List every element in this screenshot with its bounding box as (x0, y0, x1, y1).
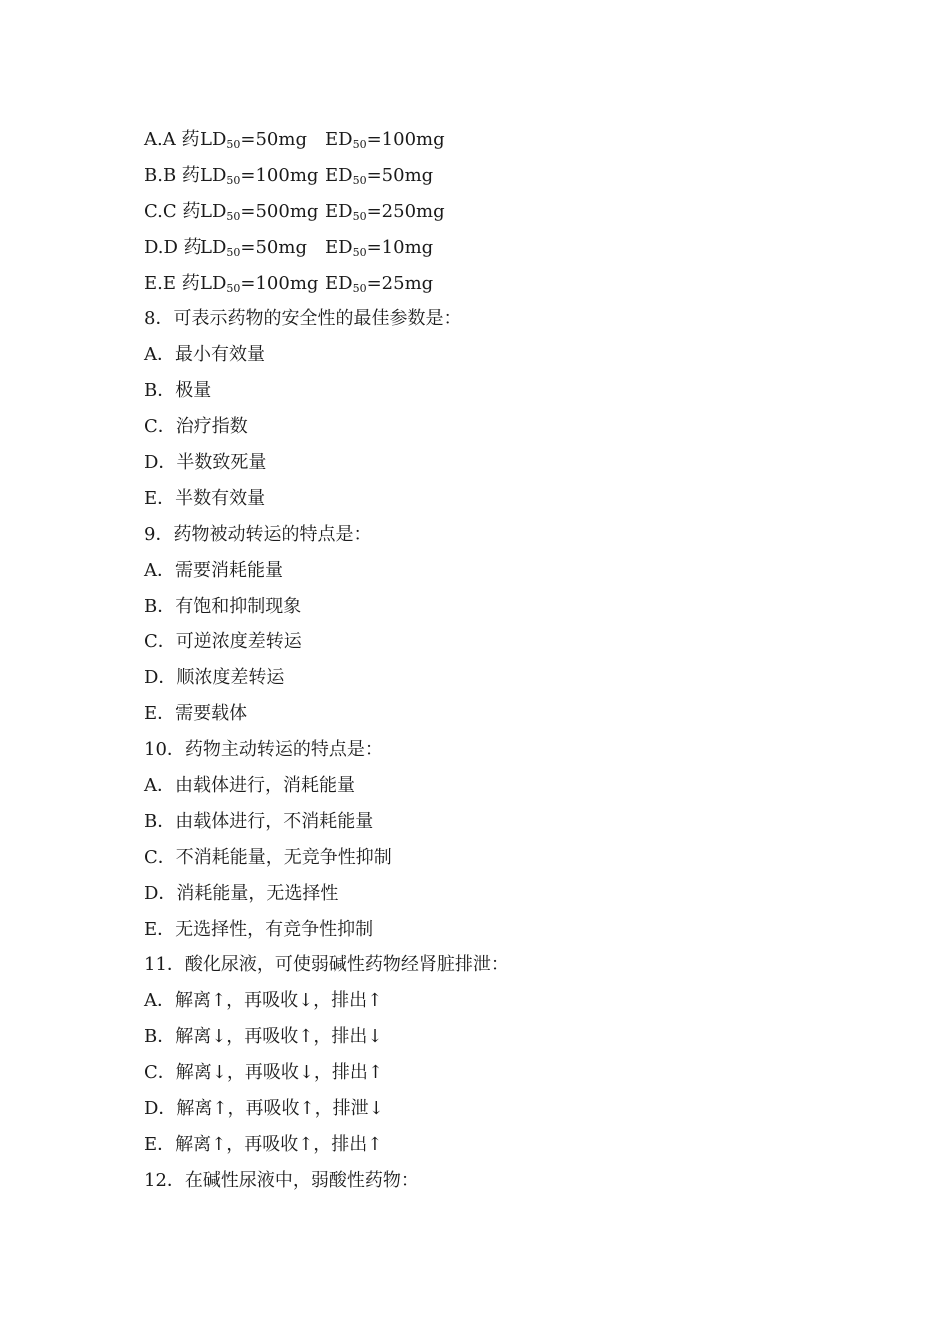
answer-option: E．解离↑，再吸收↑，排出↑ (144, 1133, 383, 1155)
ed50-value: $ED_{50}=50mg$ (325, 164, 434, 187)
answer-option: D．半数致死量 (144, 452, 267, 474)
ld50-value: $LD_{50}=100mg$ (200, 272, 319, 295)
drug-option-label: B.B 药 (144, 164, 200, 186)
question-9 (144, 517, 509, 732)
answer-option: B．由载体进行，不消耗能量 (144, 810, 374, 832)
answer-option: A．需要消耗能量 (144, 559, 283, 581)
answer-option: A．最小有效量 (144, 344, 265, 366)
drug-option-label: E.E 药 (144, 272, 200, 294)
question-stem: 8．可表示药物的安全性的最佳参数是： (144, 308, 462, 330)
answer-option: E．半数有效量 (144, 487, 266, 509)
answer-option: C．解离↓，再吸收↓，排出↑ (144, 1062, 384, 1084)
answer-option: D．顺浓度差转运 (144, 667, 285, 689)
drug-option (144, 122, 509, 158)
ld50-value: $LD_{50}=50mg$ (200, 129, 307, 151)
question-10 (144, 732, 509, 947)
ed50-value: $ED_{50}=250mg$ (325, 200, 445, 223)
answer-option: E．无选择性，有竞争性抑制 (144, 918, 374, 940)
drug-option-label: A.A 药 (144, 129, 200, 150)
question-12 (144, 1163, 509, 1199)
drug-option (144, 158, 509, 194)
drug-option-label: C.C 药 (144, 200, 201, 222)
question-content (144, 122, 509, 1199)
question-stem: 9．药物被动转运的特点是： (144, 523, 372, 545)
drug-option (144, 230, 509, 266)
question-8 (144, 301, 509, 516)
question-stem: 10．药物主动转运的特点是： (144, 739, 383, 761)
ed50-value: $ED_{50}=25mg$ (325, 272, 434, 295)
answer-option: D．解离↑，再吸收↑，排泄↓ (144, 1098, 384, 1120)
ed50-value: $ED_{50}=10mg$ (325, 236, 434, 259)
answer-option: A．解离↑，再吸收↓，排出↑ (144, 990, 383, 1012)
drug-option (144, 266, 509, 302)
ld50-value: $LD_{50}=500mg$ (200, 200, 319, 223)
answer-option: E．需要载体 (144, 703, 248, 725)
ld50-value: $LD_{50}=50mg$ (200, 236, 307, 259)
drug-option-label: D.D 药 (144, 236, 202, 258)
question-11 (144, 947, 509, 1162)
drug-options (144, 122, 509, 301)
ed50-value: $ED_{50}=100mg$ (325, 129, 445, 151)
question-stem: 12．在碱性尿液中，弱酸性药物： (144, 1169, 419, 1191)
question-stem: 11．酸化尿液，可使弱碱性药物经肾脏排泄： (144, 954, 509, 976)
answer-option: D．消耗能量，无选择性 (144, 882, 339, 904)
ld50-value: $LD_{50}=100mg$ (200, 164, 319, 187)
answer-option: A．由载体进行，消耗能量 (144, 775, 355, 797)
answer-option: C．治疗指数 (144, 416, 248, 438)
answer-option: C．不消耗能量，无竞争性抑制 (144, 846, 392, 868)
answer-option: B．极量 (144, 380, 212, 402)
answer-option: B．解离↓，再吸收↑，排出↓ (144, 1026, 383, 1048)
drug-option (144, 194, 509, 230)
answer-option: B．有饱和抑制现象 (144, 595, 302, 617)
answer-option: C．可逆浓度差转运 (144, 631, 302, 653)
